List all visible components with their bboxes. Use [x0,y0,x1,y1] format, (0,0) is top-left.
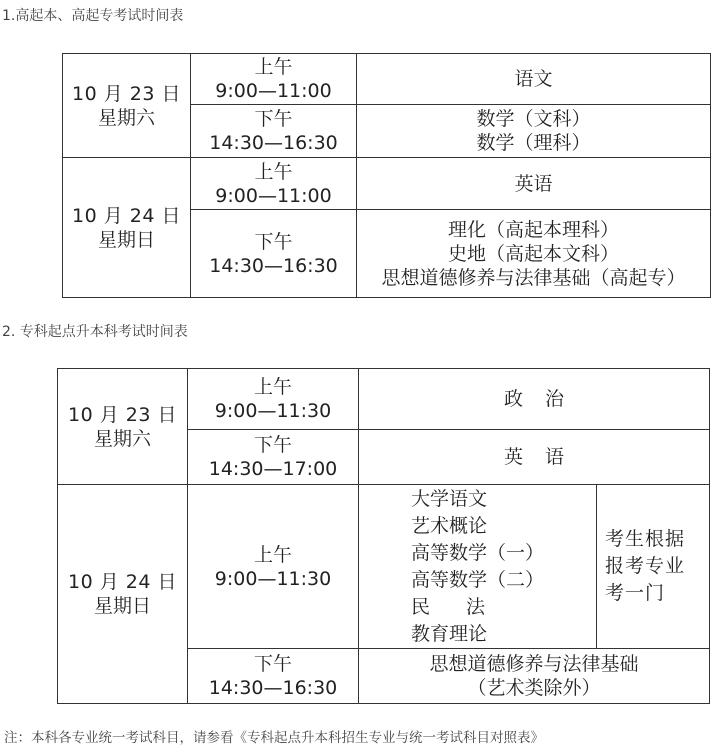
exam-date: 10 月 24 日 [68,571,177,593]
session-time: 9:00—11:30 [214,567,332,590]
subject-list-cell [359,485,597,649]
day-cell [63,54,191,158]
session-cell [191,105,357,158]
exam-weekday: 星期六 [97,106,155,129]
session-cell [191,54,357,105]
day-cell [58,485,188,704]
session-label: 上午 [254,56,293,78]
table-row [58,485,710,649]
subject-cell [359,369,710,430]
section1-title: 1.高起本、高起专考试时间表 [2,8,184,24]
session-time: 14:30—17:00 [208,458,338,480]
session-cell [188,649,359,704]
elective-note: 考生根据 [605,528,686,550]
subject-name: 大学语文 [411,487,488,510]
table-row [63,54,711,105]
session-cell [188,430,359,485]
subject-name: 史地（高起本文科） [447,242,619,265]
session-cell [188,485,359,649]
subject-cell [357,210,711,298]
session-time: 9:00—11:00 [215,184,332,207]
schedule-table-zhuanshengben [57,368,710,704]
elective-note-cell [597,485,710,649]
exam-weekday: 星期日 [97,228,155,251]
session-label: 上午 [253,543,292,566]
session-time: 14:30—16:30 [209,132,338,154]
session-time: 14:30—16:30 [208,677,338,699]
session-time: 9:00—11:00 [215,80,332,102]
session-cell [191,158,357,210]
subject-name: 民法 [411,595,522,618]
exam-date: 10 月 24 日 [72,204,181,227]
subject-name: 英语 [514,172,553,195]
subject-name: 数学（文科） [476,108,591,130]
session-cell [188,369,359,430]
exam-date: 10 月 23 日 [72,82,181,105]
table-row [58,369,710,430]
session-label: 下午 [254,108,293,130]
subject-cell [357,54,711,105]
day-cell [58,369,188,485]
subject-name: 思想道德修养与法律基础（高起专） [381,266,686,289]
exam-weekday: 星期六 [93,427,151,450]
subject-name: 英语 [504,446,587,468]
subject-cell [357,105,711,158]
subject-cell [359,430,710,485]
table-row [63,158,711,210]
session-time: 14:30—16:30 [209,254,338,277]
subject-name: 思想道德修养与法律基础 [429,653,639,675]
session-label: 上午 [254,160,293,183]
subject-name: 政治 [504,388,587,410]
subject-name: 理化（高起本理科） [447,218,619,241]
subject-cell [357,158,711,210]
footnote: 注：本科各专业统一考试科目，请参看《专科起点升本科招生专业与统一考试科目对照表》 [4,730,544,746]
subject-name: 高等数学（二） [411,568,545,591]
subject-name: 语文 [514,68,553,90]
session-label: 上午 [253,376,292,398]
day-cell [63,158,191,298]
session-label: 下午 [253,653,292,675]
elective-note: 考一门 [605,582,666,604]
session-cell [191,210,357,298]
subject-name: 高等数学（一） [411,541,545,564]
session-label: 下午 [253,434,292,456]
subject-name: 艺术概论 [411,514,488,537]
subject-cell [359,649,710,704]
section2-title: 2. 专科起点升本科考试时间表 [2,324,188,340]
elective-note: 报考专业 [605,555,686,577]
exam-date: 10 月 23 日 [68,403,177,426]
exam-weekday: 星期日 [93,595,151,617]
session-time: 9:00—11:30 [214,400,332,422]
subject-name: （艺术类除外） [467,677,601,699]
subject-name: 教育理论 [411,622,488,645]
schedule-table-gaoqi [62,53,711,298]
subject-name: 数学（理科） [476,132,591,154]
session-label: 下午 [254,230,293,253]
